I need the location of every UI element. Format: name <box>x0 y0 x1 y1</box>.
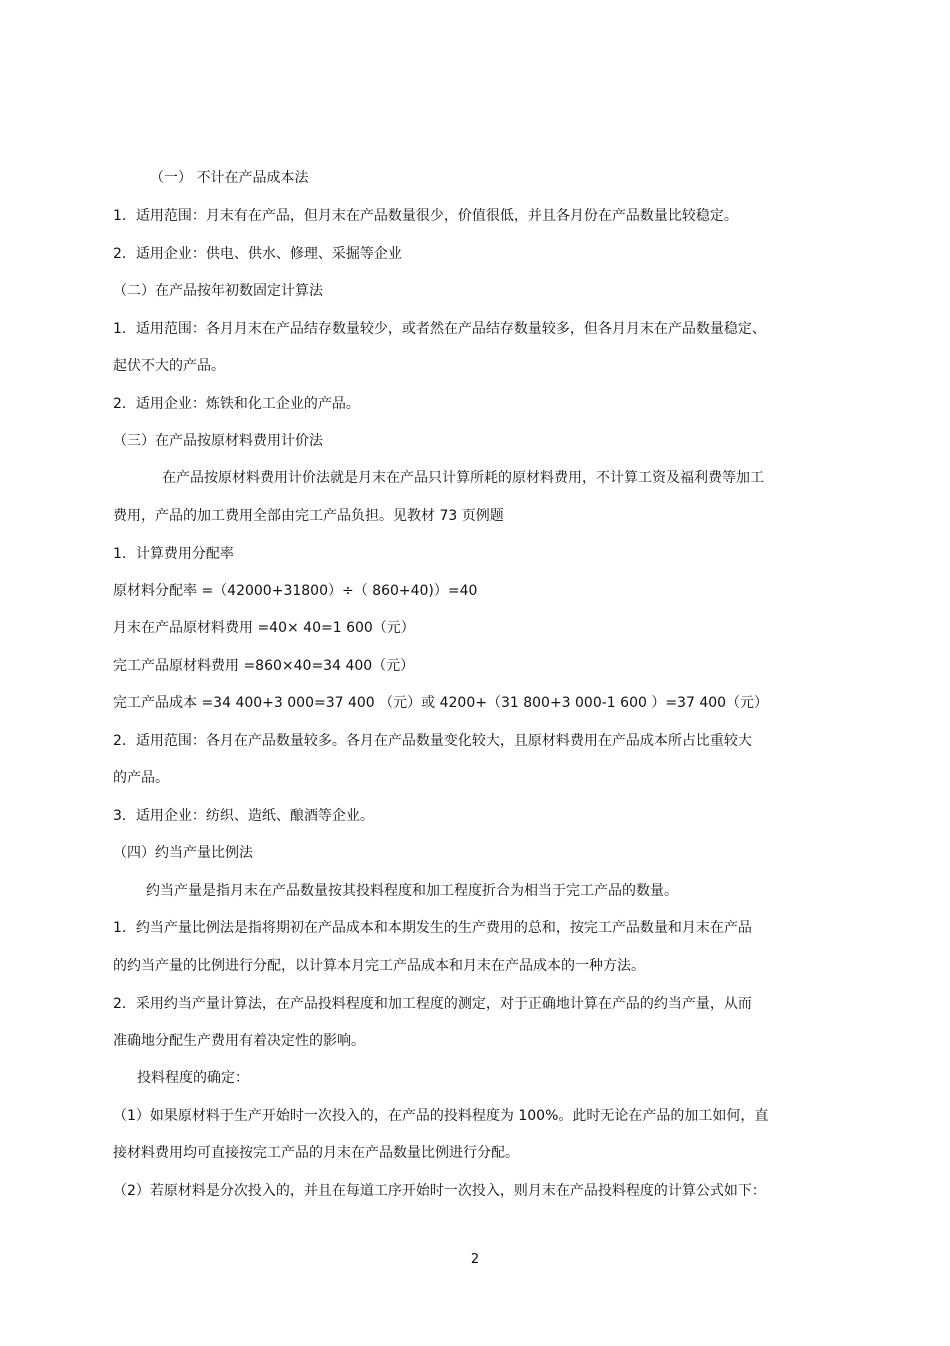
paragraph-line: 起伏不大的产品。 <box>113 358 225 374</box>
paragraph-line: （1）如果原材料于生产开始时一次投入的，在产品的投料程度为 100%。此时无论在产品的加工如何，直 <box>113 1108 769 1124</box>
formula-line: 原材料分配率 =（42000+31800）÷（ 860+40)）=40 <box>113 583 478 599</box>
paragraph-line: 2．适用范围：各月在产品数量较多。各月在产品数量变化较大，且原材料费用在产品成本所占比重较大 <box>113 733 752 749</box>
paragraph-line: 2．适用企业：炼铁和化工企业的产品。 <box>113 396 360 412</box>
paragraph-line: 费用，产品的加工费用全部由完工产品负担。见教材 73 页例题 <box>113 508 504 524</box>
section-heading-2: （二）在产品按年初数固定计算法 <box>113 283 323 299</box>
paragraph-line: 2．采用约当产量计算法，在产品投料程度和加工程度的测定，对于正确地计算在产品的约当产量，从而 <box>113 996 752 1012</box>
subheading-line: 投料程度的确定： <box>137 1070 249 1086</box>
formula-line: 月末在产品原材料费用 =40× 40=1 600（元） <box>113 620 415 636</box>
paragraph-line: （2）若原材料是分次投入的，并且在每道工序开始时一次投入，则月末在产品投料程度的计算公式如下： <box>113 1183 766 1199</box>
formula-line: 完工产品成本 =34 400+3 000=37 400 （元）或 4200+（31 800+3 000-1 600 ）=37 400（元） <box>113 695 769 711</box>
paragraph-line: 准确地分配生产费用有着决定性的影响。 <box>113 1033 365 1049</box>
page-number: 2 <box>470 1252 480 1267</box>
section-heading-4: （四）约当产量比例法 <box>113 845 253 861</box>
paragraph-line: 在产品按原材料费用计价法就是月末在产品只计算所耗的原材料费用，不计算工资及福利费等加工 <box>162 470 764 486</box>
paragraph-line: 的产品。 <box>113 770 169 786</box>
paragraph-line: 3．适用企业：纺织、造纸、酿酒等企业。 <box>113 808 374 824</box>
paragraph-line: 的约当产量的比例进行分配，以计算本月完工产品成本和月末在产品成本的一种方法。 <box>113 958 645 974</box>
paragraph-line: 1．适用范围：月末有在产品，但月末在产品数量很少，价值很低，并且各月份在产品数量比较稳定。 <box>113 208 738 224</box>
paragraph-line: 约当产量是指月末在产品数量按其投料程度和加工程度折合为相当于完工产品的数量。 <box>146 883 678 899</box>
section-heading-1: （一） 不计在产品成本法 <box>150 170 309 186</box>
section-heading-3: （三）在产品按原材料费用计价法 <box>113 433 323 449</box>
paragraph-line: 1．约当产量比例法是指将期初在产品成本和本期发生的生产费用的总和，按完工产品数量和月末在产品 <box>113 920 752 936</box>
paragraph-line: 1．计算费用分配率 <box>113 546 234 562</box>
paragraph-line: 2．适用企业：供电、供水、修理、采掘等企业 <box>113 246 402 262</box>
paragraph-line: 接材料费用均可直接按完工产品的月末在产品数量比例进行分配。 <box>113 1145 519 1161</box>
paragraph-line: 1．适用范围：各月月末在产品结存数量较少，或者然在产品结存数量较多，但各月月末在产品数量稳定、 <box>113 321 766 337</box>
formula-line: 完工产品原材料费用 =860×40=34 400（元） <box>113 658 415 674</box>
